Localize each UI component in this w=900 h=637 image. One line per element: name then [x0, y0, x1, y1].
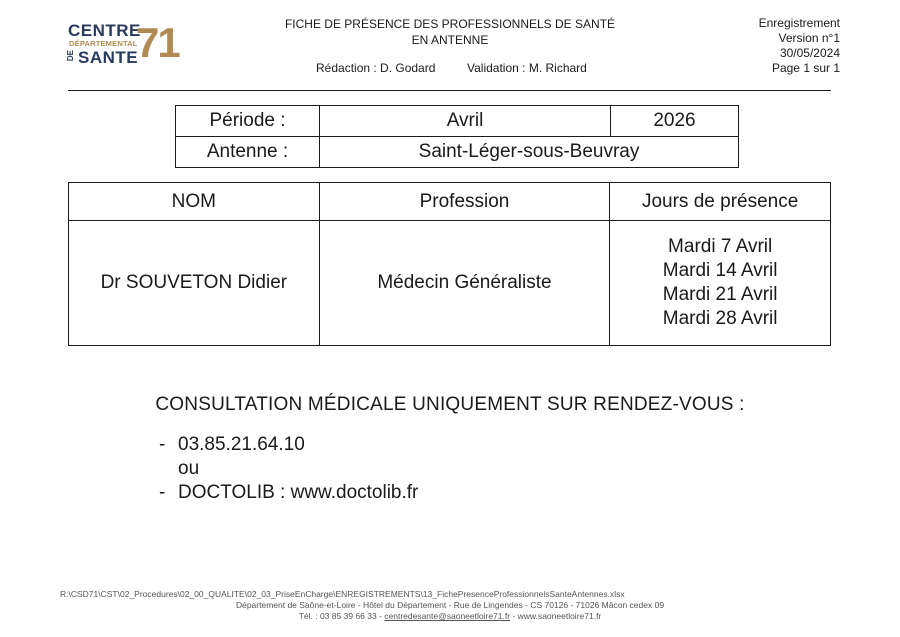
table-row	[69, 221, 831, 346]
presence-header-row	[69, 183, 831, 221]
contact-or: ou	[178, 458, 200, 479]
footer-file-path: R:\CSD71\CST\02_Procedures\02_00_QUALITE\02_03_PriseEnCharge\ENREGISTREMENTS\13_FichePresenceProfessionnelsSanteAntennes.xlsx	[60, 589, 625, 599]
logo-sante-text: SANTE	[78, 48, 139, 67]
logo-71-number: 71	[136, 19, 179, 66]
footer-address: Département de Saône-et-Loire - Hôtel du Département - Rue de Lingendes - CS 70126 - 71026 Mâcon cedex 09	[235, 600, 665, 610]
day-entry: Mardi 14 Avril	[662, 260, 778, 281]
header-nom: NOM	[69, 183, 320, 221]
cell-nom: Dr SOUVETON Didier	[69, 221, 320, 346]
cell-profession: Médecin Généraliste	[319, 221, 610, 346]
antenne-row	[176, 137, 739, 168]
meta-page: Page 1 sur 1	[771, 61, 840, 75]
day-entry: Mardi 7 Avril	[668, 236, 773, 257]
period-row	[176, 106, 739, 137]
footer-tel: Tél. : 03 85 39 66 33 -	[298, 611, 385, 621]
meta-date: 30/05/2024	[779, 46, 840, 60]
contact-doctolib-row	[159, 481, 418, 505]
logo-de-text: DE	[66, 50, 75, 62]
document-title	[250, 16, 650, 48]
day-entry: Mardi 21 Avril	[662, 284, 778, 305]
list-dash: -	[159, 434, 166, 455]
period-month: Avril	[320, 106, 611, 137]
period-label: Période :	[176, 106, 320, 137]
document-title-line1: FICHE DE PRÉSENCE DES PROFESSIONNELS DE SANTÉ	[284, 17, 616, 31]
validation-credit: Validation : M. Richard	[467, 61, 587, 75]
contact-or-row	[159, 457, 418, 481]
logo-departemental-text: DÉPARTEMENTAL	[69, 39, 138, 48]
period-year: 2026	[611, 106, 739, 137]
meta-type: Enregistrement	[758, 16, 840, 30]
document-title-line2: EN ANTENNE	[411, 33, 489, 47]
redaction-credit: Rédaction : D. Godard	[316, 61, 436, 75]
contact-list	[159, 433, 418, 505]
contact-phone: 03.85.21.64.10	[178, 434, 305, 455]
header-jours: Jours de présence	[610, 183, 831, 221]
document-meta	[759, 16, 840, 76]
antenne-label: Antenne :	[176, 137, 320, 168]
footer-contact	[0, 611, 900, 621]
contact-doctolib: DOCTOLIB : www.doctolib.fr	[178, 482, 419, 503]
footer-web: - www.saoneetloire71.fr	[510, 611, 602, 621]
presence-table	[68, 182, 831, 346]
logo	[64, 19, 179, 68]
period-table	[175, 105, 739, 168]
list-dash: -	[159, 482, 166, 503]
logo-centre-text: CENTRE	[68, 21, 141, 40]
consultation-title: CONSULTATION MÉDICALE UNIQUEMENT SUR RENDEZ-VOUS :	[155, 394, 745, 415]
header-divider	[68, 90, 831, 91]
antenne-value: Saint-Léger-sous-Beuvray	[320, 137, 739, 168]
footer-email-link[interactable]: centredesante@saoneetloire71.fr	[384, 611, 511, 621]
day-entry: Mardi 28 Avril	[662, 308, 778, 329]
contact-phone-row	[159, 433, 418, 457]
header-profession: Profession	[319, 183, 610, 221]
cell-jours	[610, 221, 831, 346]
meta-version: Version n°1	[778, 31, 840, 45]
